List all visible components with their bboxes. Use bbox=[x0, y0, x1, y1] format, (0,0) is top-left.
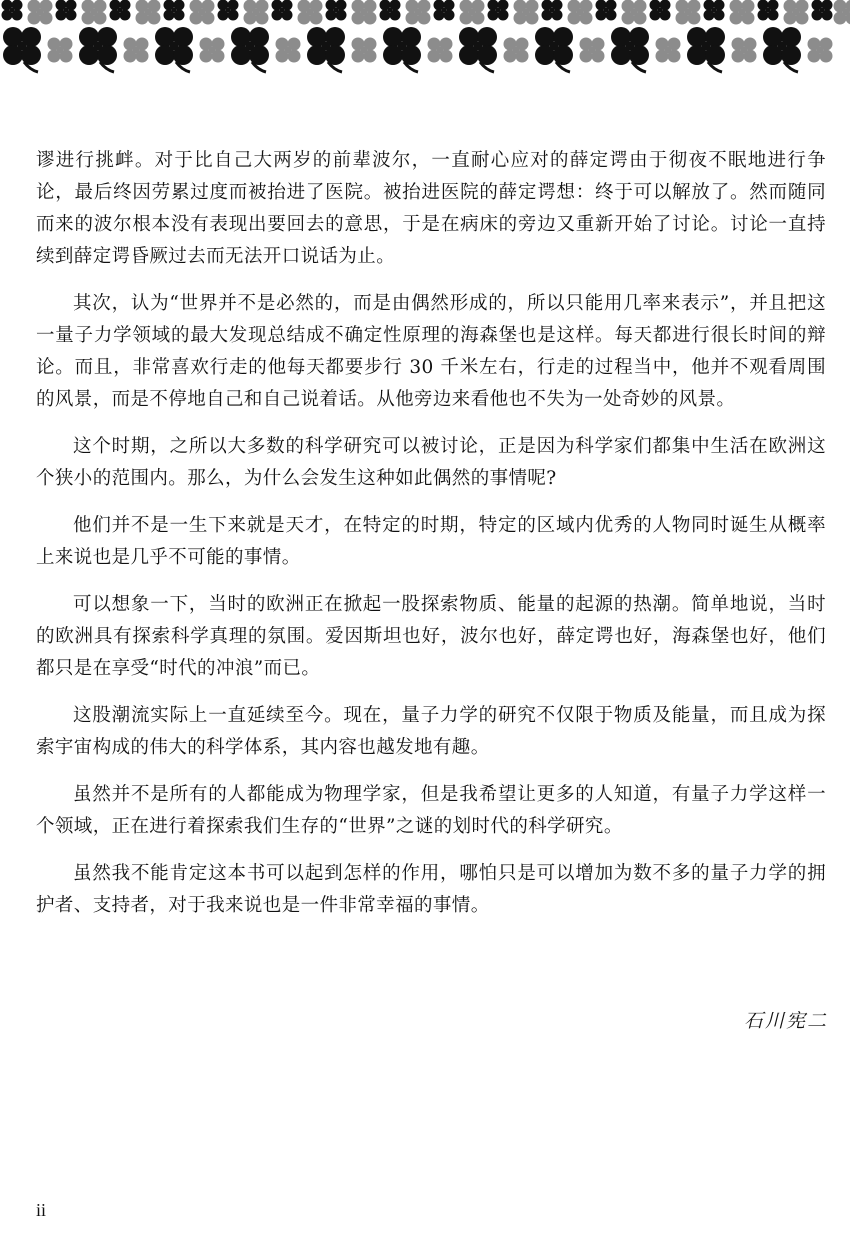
paragraph: 这股潮流实际上一直延续至今。现在，量子力学的研究不仅限于物质及能量，而且成为探索宇宙构成的伟大的科学体系，其内容也越发地有趣。 bbox=[36, 705, 826, 758]
author-signature: 石川宪二 bbox=[743, 1010, 828, 1032]
paragraph: 其次，认为“世界并不是必然的，而是由偶然形成的，所以只能用几率来表示”，并且把这一量子力学领域的最大发现总结成不确定性原理的海森堡也是这样。每天都进行很长时间的辩论。而且，非常喜欢行走的他每天都要步行 30 千米左右，行走的过程当中，他并不观看周围的风景，而是不停地自己和自己说着话。从他旁边来看他也不失为一处奇妙的风景。 bbox=[36, 293, 826, 410]
paragraph: 他们并不是一生下来就是天才，在特定的时期，特定的区域内优秀的人物同时诞生从概率上来说也是几乎不可能的事情。 bbox=[36, 515, 826, 568]
paragraph: 这个时期，之所以大多数的科学研究可以被讨论，正是因为科学家们都集中生活在欧洲这个狭小的范围内。那么，为什么会发生这种如此偶然的事情呢? bbox=[36, 436, 826, 489]
page-number: ii bbox=[36, 1200, 47, 1220]
clover-border-icon bbox=[0, 0, 850, 74]
body-text bbox=[36, 145, 826, 937]
paragraph: 可以想象一下，当时的欧洲正在掀起一股探索物质、能量的起源的热潮。简单地说，当时的欧洲具有探索科学真理的氛围。爱因斯坦也好，波尔也好，薛定谔也好，海森堡也好，他们都只是在享受“时代的冲浪”而已。 bbox=[36, 594, 826, 679]
paragraph: 虽然我不能肯定这本书可以起到怎样的作用，哪怕只是可以增加为数不多的量子力学的拥护者、支持者，对于我来说也是一件非常幸福的事情。 bbox=[36, 863, 826, 916]
paragraph: 虽然并不是所有的人都能成为物理学家，但是我希望让更多的人知道，有量子力学这样一个领域，正在进行着探索我们生存的“世界”之谜的划时代的科学研究。 bbox=[36, 784, 826, 837]
paragraph: 谬进行挑衅。对于比自己大两岁的前辈波尔，一直耐心应对的薛定谔由于彻夜不眠地进行争论，最后终因劳累过度而被抬进了医院。被抬进医院的薛定谔想：终于可以解放了。然而随同而来的波尔根本没有表现出要回去的意思，于是在病床的旁边又重新开始了讨论。讨论一直持续到薛定谔昏厥过去而无法开口说话为止。 bbox=[36, 150, 826, 267]
